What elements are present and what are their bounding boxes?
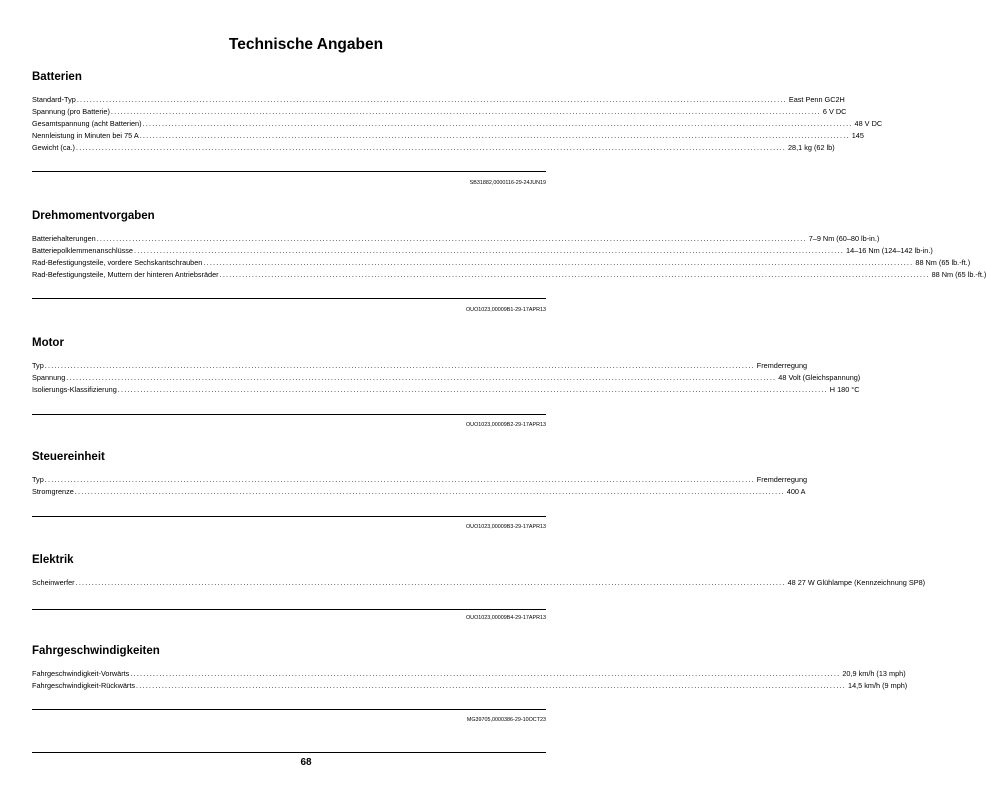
spec-row bbox=[32, 384, 860, 396]
spec-row bbox=[32, 130, 864, 142]
leader-dots: ............................................................................................................................................................................................................................ bbox=[75, 578, 786, 587]
spec-value: 48 V DC bbox=[854, 118, 883, 128]
section-fahrgeschwindigkeiten bbox=[32, 642, 908, 730]
spec-value: 14–16 Nm (124–142 lb-in.) bbox=[846, 245, 933, 255]
leader-dots: ............................................................................................................................................................................................................................ bbox=[117, 384, 828, 394]
spec-value: 48 27 W Glühlampe (Kennzeichnung SP8) bbox=[787, 578, 926, 587]
spec-label: Spannung bbox=[32, 372, 66, 382]
section-steuereinheit bbox=[32, 448, 808, 534]
spec-row bbox=[32, 94, 845, 106]
document-code: MG39705,0000386-29-10OCT23 bbox=[466, 717, 546, 723]
spec-label: Typ bbox=[32, 361, 44, 370]
spec-label: Rad-Befestigungsteile, vordere Sechskantschrauben bbox=[32, 257, 203, 267]
section-divider bbox=[32, 709, 546, 710]
section-drehmomentvorgaben bbox=[32, 207, 986, 317]
spec-value: East Penn GC2H bbox=[788, 95, 845, 104]
document-code: OUO1023,00009B2-29-17APR13 bbox=[465, 422, 546, 428]
leader-dots: ............................................................................................................................................................................................................................ bbox=[44, 475, 755, 484]
document-code: OUO1023,00009B4-29-17APR13 bbox=[465, 615, 546, 621]
spec-value: Fremderregung bbox=[756, 475, 808, 484]
document-code: OUO1023,00009B3-29-17APR13 bbox=[465, 524, 546, 530]
section-heading: Batterien bbox=[32, 71, 82, 83]
spec-list bbox=[32, 233, 986, 281]
spec-label: Batteriepolklemmenanschlüsse bbox=[32, 245, 133, 255]
spec-value: 7–9 Nm (60–80 lb-in.) bbox=[808, 234, 880, 243]
leader-dots: ............................................................................................................................................................................................................................ bbox=[130, 669, 841, 678]
spec-value: 14,5 km/h (9 mph) bbox=[848, 680, 908, 690]
section-divider bbox=[32, 414, 546, 415]
spec-row bbox=[32, 257, 971, 269]
spec-list bbox=[32, 474, 808, 498]
spec-label: Scheinwerfer bbox=[32, 578, 75, 587]
leader-dots: ............................................................................................................................................................................................................................ bbox=[66, 372, 777, 382]
spec-row bbox=[32, 245, 933, 257]
spec-value: Fremderregung bbox=[756, 361, 808, 370]
spec-row bbox=[32, 474, 808, 486]
section-batterien bbox=[32, 68, 883, 190]
spec-value: 88 Nm (65 lb.-ft.) bbox=[931, 269, 986, 279]
spec-value: 88 Nm (65 lb.-ft.) bbox=[915, 257, 971, 267]
leader-dots: ............................................................................................................................................................................................................................ bbox=[219, 269, 930, 279]
leader-dots: ............................................................................................................................................................................................................................ bbox=[134, 245, 845, 255]
spec-label: Stromgrenze bbox=[32, 486, 74, 496]
leader-dots: ............................................................................................................................................................................................................................ bbox=[139, 130, 850, 140]
spec-row bbox=[32, 118, 883, 130]
section-elektrik bbox=[32, 551, 926, 627]
spec-label: Standard-Typ bbox=[32, 95, 76, 104]
spec-label: Fahrgeschwindigkeit-Rückwärts bbox=[32, 680, 136, 690]
section-motor bbox=[32, 334, 861, 430]
section-divider bbox=[32, 171, 546, 172]
spec-label: Gewicht (ca.) bbox=[32, 142, 75, 152]
page-title: Technische Angaben bbox=[228, 36, 384, 53]
spec-row bbox=[32, 360, 808, 372]
spec-list bbox=[32, 360, 861, 396]
leader-dots: ............................................................................................................................................................................................................................ bbox=[74, 486, 785, 496]
leader-dots: ............................................................................................................................................................................................................................ bbox=[75, 142, 786, 152]
spec-row bbox=[32, 668, 906, 680]
footer-divider bbox=[32, 752, 546, 753]
spec-list bbox=[32, 577, 926, 589]
leader-dots: ............................................................................................................................................................................................................................ bbox=[110, 106, 821, 116]
section-divider bbox=[32, 298, 546, 299]
section-heading: Elektrik bbox=[32, 554, 74, 566]
leader-dots: ............................................................................................................................................................................................................................ bbox=[76, 95, 787, 104]
spec-label: Gesamtspannung (acht Batterien) bbox=[32, 118, 142, 128]
section-heading: Motor bbox=[32, 337, 64, 349]
spec-row bbox=[32, 577, 926, 589]
leader-dots: ............................................................................................................................................................................................................................ bbox=[203, 257, 914, 267]
section-heading: Fahrgeschwindigkeiten bbox=[32, 645, 160, 657]
leader-dots: ............................................................................................................................................................................................................................ bbox=[44, 361, 755, 370]
spec-label: Fahrgeschwindigkeit-Vorwärts bbox=[32, 669, 130, 678]
spec-row bbox=[32, 372, 861, 384]
spec-value: 400 A bbox=[786, 486, 806, 496]
spec-row bbox=[32, 269, 986, 281]
spec-list bbox=[32, 668, 908, 692]
spec-list bbox=[32, 94, 883, 153]
spec-row bbox=[32, 233, 880, 245]
document-code: SB31882,0000116-29-24JUN19 bbox=[469, 180, 546, 186]
page-number: 68 bbox=[300, 757, 312, 768]
spec-value: H 180 °C bbox=[829, 384, 860, 394]
leader-dots: ............................................................................................................................................................................................................................ bbox=[96, 234, 807, 243]
spec-row bbox=[32, 142, 835, 154]
spec-value: 145 bbox=[851, 130, 864, 140]
spec-label: Isolierungs-Klassifizierung bbox=[32, 384, 117, 394]
spec-label: Nennleistung in Minuten bei 75 A bbox=[32, 130, 139, 140]
spec-row bbox=[32, 486, 806, 498]
spec-value: 20,9 km/h (13 mph) bbox=[842, 669, 906, 678]
spec-row bbox=[32, 106, 847, 118]
document-code: OUO1023,00009B1-29-17APR13 bbox=[465, 307, 546, 313]
spec-label: Rad-Befestigungsteile, Muttern der hinteren Antriebsräder bbox=[32, 269, 219, 279]
spec-value: 28,1 kg (62 lb) bbox=[788, 142, 835, 152]
section-heading: Drehmomentvorgaben bbox=[32, 210, 155, 222]
section-divider bbox=[32, 516, 546, 517]
spec-value: 48 Volt (Gleichspannung) bbox=[778, 372, 861, 382]
leader-dots: ............................................................................................................................................................................................................................ bbox=[136, 680, 847, 690]
spec-label: Typ bbox=[32, 475, 44, 484]
section-heading: Steuereinheit bbox=[32, 451, 105, 463]
section-divider bbox=[32, 609, 546, 610]
spec-label: Batteriehalterungen bbox=[32, 234, 96, 243]
spec-label: Spannung (pro Batterie) bbox=[32, 106, 110, 116]
spec-row bbox=[32, 680, 908, 692]
spec-value: 6 V DC bbox=[822, 106, 847, 116]
leader-dots: ............................................................................................................................................................................................................................ bbox=[142, 118, 853, 128]
